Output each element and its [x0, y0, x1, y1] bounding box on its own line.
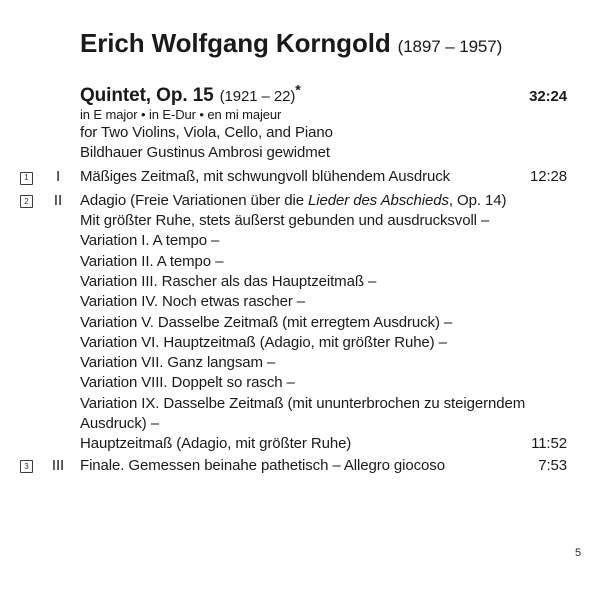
movement-line: Variation IV. Noch etwas rascher –	[80, 293, 306, 311]
movement-line-row	[20, 373, 567, 393]
movement-line: Hauptzeitmaß (Adagio, mit größter Ruhe)	[80, 435, 352, 453]
track-duration: 12:28	[529, 168, 567, 185]
track-number-cell	[20, 456, 36, 476]
movement-line-row	[20, 272, 567, 292]
movement-title-italic: Lieder des Abschieds	[308, 191, 449, 209]
work-instrumentation: for Two Violins, Viola, Cello, and Piano	[80, 124, 333, 141]
movement-title: Finale. Gemessen beinahe pathetisch – Allegro giocoso	[80, 456, 445, 474]
work-title-group	[80, 81, 301, 107]
work-title: Quintet, Op. 15	[80, 85, 214, 106]
work-years: (1921 – 22)	[219, 88, 296, 105]
track-duration: 7:53	[538, 456, 567, 474]
tracklist	[20, 167, 567, 476]
footnote-asterisk: *	[295, 81, 301, 98]
movement-line: Variation VII. Ganz langsam –	[80, 354, 276, 372]
movement-title: Mäßiges Zeitmaß, mit schwungvoll blühendem Ausdruck	[80, 168, 451, 185]
composer-dates: (1897 – 1957)	[397, 37, 503, 56]
movement-line-row	[20, 353, 567, 373]
movement-line: Variation II. A tempo –	[80, 252, 224, 270]
movement-numeral: I	[55, 168, 61, 185]
movement-line-row	[20, 333, 567, 353]
track-number-box: 2	[20, 195, 33, 208]
track-row	[20, 167, 567, 187]
track-number-cell	[20, 167, 36, 187]
movement-line-row	[20, 252, 567, 272]
track-duration: 11:52	[531, 435, 567, 453]
movement-title	[80, 191, 567, 211]
work-keys: in E major • in E-Dur • en mi majeur	[80, 107, 282, 122]
movement-line-row	[20, 313, 567, 333]
track-row	[20, 191, 567, 211]
movement-numeral: III	[51, 456, 65, 474]
track-number-box: 1	[20, 172, 33, 185]
movement-line: Variation IX. Dasselbe Zeitmaß (mit ununterbrochen zu steigerndem	[80, 394, 526, 412]
track-row	[20, 456, 567, 476]
movement-title-prefix: Adagio (Freie Variationen über die	[80, 191, 309, 209]
movement-line-row	[20, 394, 567, 414]
movement-line: Variation VI. Hauptzeitmaß (Adagio, mit größter Ruhe) –	[80, 333, 447, 351]
track-number-cell	[20, 191, 36, 211]
composer-name: Erich Wolfgang Korngold	[80, 28, 391, 58]
movement-line: Variation V. Dasselbe Zeitmaß (mit erregtem Ausdruck) –	[80, 313, 453, 331]
movement-line-row	[20, 211, 567, 231]
movement-numeral: II	[53, 191, 63, 209]
page-number: 5	[574, 547, 581, 559]
movement-line-row	[20, 414, 567, 434]
movement-line: Mit größter Ruhe, stets äußerst gebunden und ausdrucksvoll –	[80, 212, 490, 230]
movement-title-suffix: , Op. 14)	[448, 191, 507, 209]
work-title-row	[80, 81, 567, 107]
composer-header	[80, 28, 502, 59]
movement-line: Variation I. A tempo –	[80, 232, 220, 250]
movement-line: Variation III. Rascher als das Hauptzeitmaß –	[80, 272, 377, 290]
work-total-duration: 32:24	[529, 88, 567, 105]
movement-line: Ausdruck) –	[80, 415, 159, 433]
movement-line-row	[20, 434, 567, 454]
movement-line: Variation VIII. Doppelt so rasch –	[80, 374, 295, 392]
movement-line-row	[20, 292, 567, 312]
movement-line-row	[20, 231, 567, 251]
track-number-box: 3	[20, 460, 33, 473]
work-dedication: Bildhauer Gustinus Ambrosi gewidmet	[80, 144, 330, 161]
